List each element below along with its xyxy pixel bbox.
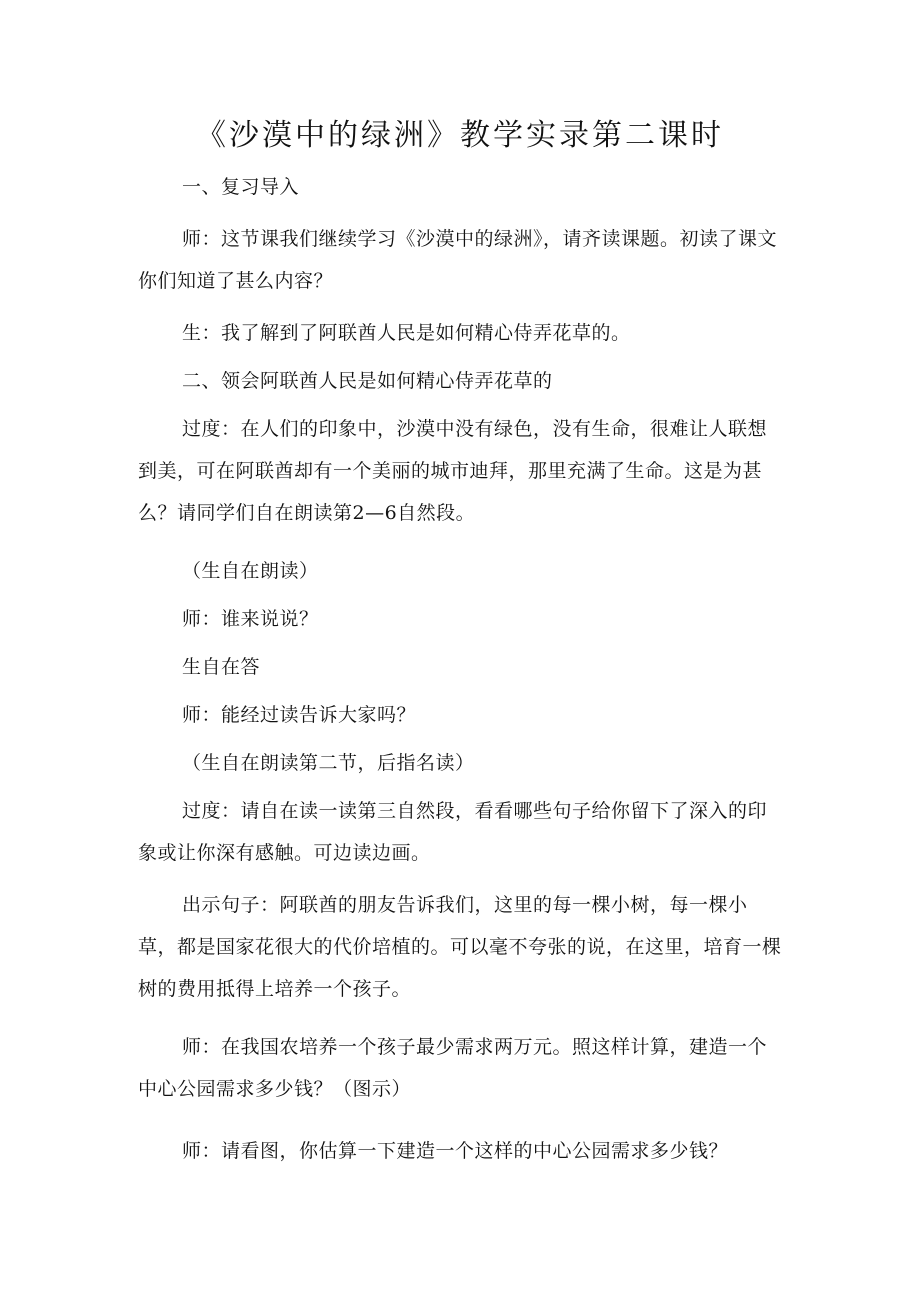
section-heading-understand: 二、领会阿联酋人民是如何精心侍弄花草的 bbox=[182, 370, 553, 392]
paragraph-transition-1: 过度：在人们的印象中，沙漠中没有绿色，没有生命，很难让人联想到美，可在阿联酋却有一个美丽的城市迪拜，那里充满了生命。这是为甚么？请同学们自在朗读第2—6自然段。 bbox=[138, 418, 768, 524]
paragraph-teacher-intro: 师：这节课我们继续学习《沙漠中的绿洲》，请齐读课题。初读了课文你们知道了甚么内容？ bbox=[138, 228, 778, 292]
paragraph-teacher-estimate: 师：请看图，你估算一下建造一个这样的中心公园需求多少钱？ bbox=[182, 1140, 729, 1162]
paragraph-students-read-second: （生自在朗读第二节，后指名读） bbox=[182, 752, 475, 774]
paragraph-teacher-read: 师：能经过读告诉大家吗？ bbox=[182, 704, 417, 726]
section-heading-review: 一、复习导入 bbox=[182, 176, 300, 198]
paragraph-students-answer: 生自在答 bbox=[182, 656, 261, 678]
paragraph-transition-2: 过度：请自在读一读第三自然段，看看哪些句子给你留下了深入的印象或让你深有感触。可边读边画。 bbox=[138, 800, 768, 864]
document-title: 《沙漠中的绿洲》教学实录第二课时 bbox=[196, 118, 724, 153]
paragraph-show-sentence: 出示句子：阿联酋的朋友告诉我们，这里的每一棵小树，每一棵小草，都是国家花很大的代价培植的。可以毫不夸张的说，在这里，培育一棵树的费用抵得上培养一个孩子。 bbox=[138, 894, 782, 1000]
paragraph-teacher-calc: 师：在我国农培养一个孩子最少需求两万元。照这样计算，建造一个中心公园需求多少钱？（图示） bbox=[138, 1036, 768, 1100]
paragraph-students-read: （生自在朗读） bbox=[182, 560, 319, 582]
paragraph-teacher-who: 师：谁来说说？ bbox=[182, 608, 319, 630]
paragraph-student-answer: 生：我了解到了阿联酋人民是如何精心侍弄花草的。 bbox=[182, 322, 631, 344]
